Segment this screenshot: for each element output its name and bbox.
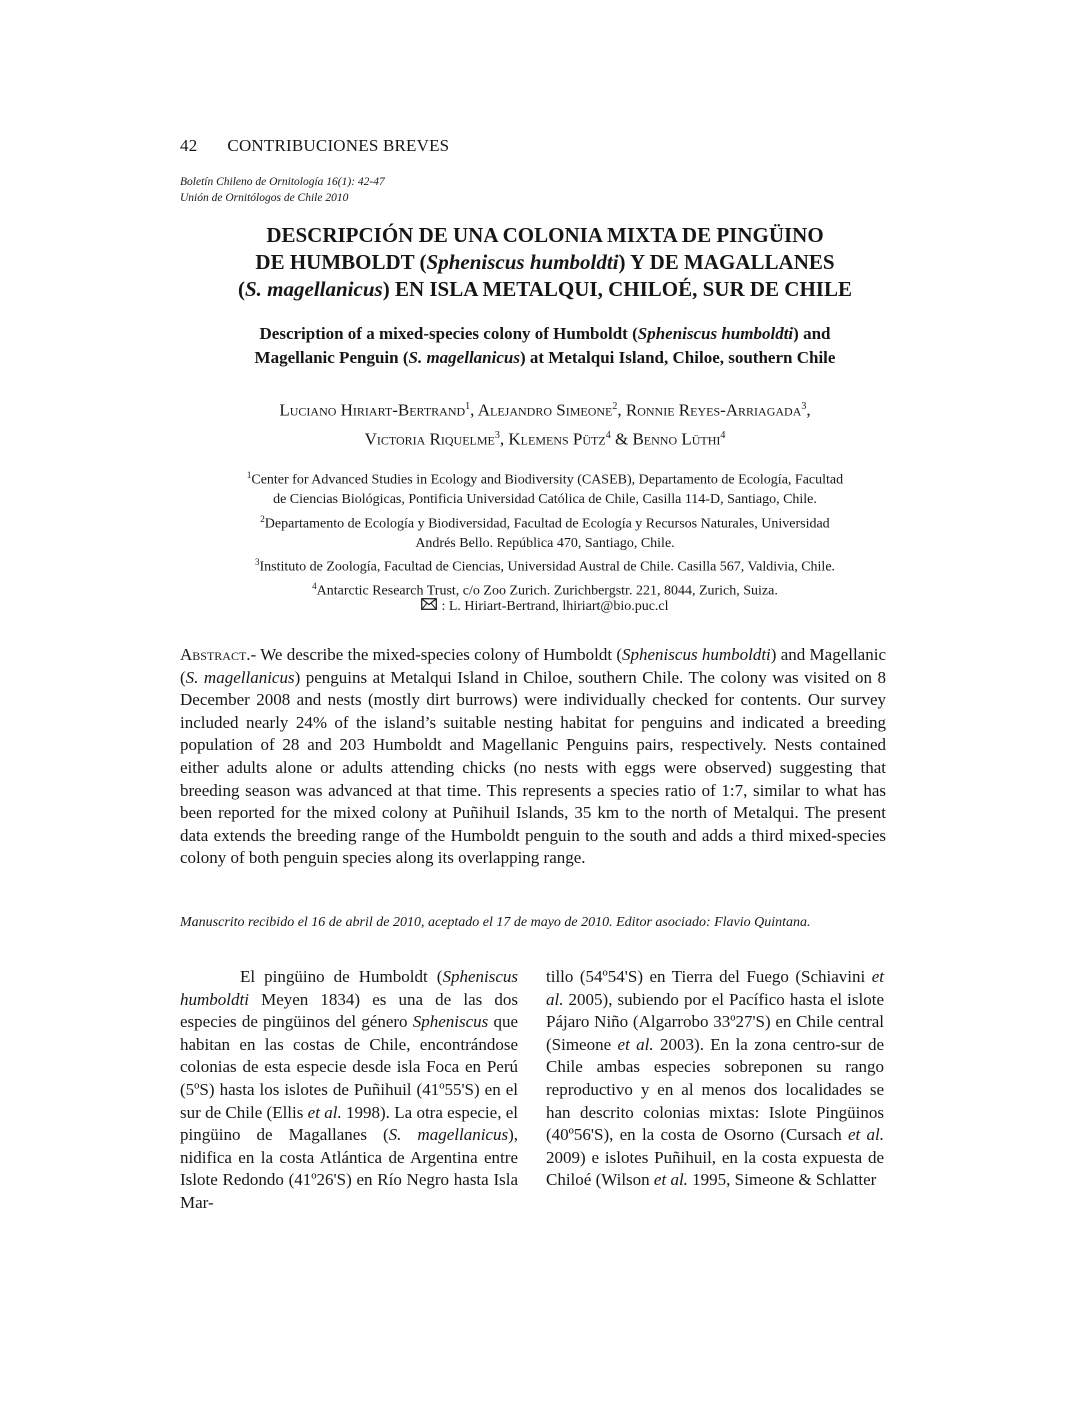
author-name: Alejandro Simeone: [477, 400, 613, 420]
manuscript-note: Manuscrito recibido el 16 de abril de 2010, aceptado el 17 de mayo de 2010. Editor asociado: Flavio Quintana.: [180, 915, 811, 930]
body-italic: et al.: [307, 1102, 342, 1122]
body-text: 2009) e islotes Puñihuil, en la costa expuesta de Chiloé (Wilson: [546, 1147, 884, 1190]
body-column-right: [546, 966, 884, 1192]
affiliation-3: [180, 553, 910, 577]
title-en-line-2: [180, 346, 910, 370]
title-en-text: Description of a mixed-species colony of Humboldt (: [259, 324, 638, 343]
author-name: Luciano Hiriart-Bertrand: [279, 400, 466, 420]
running-head: [180, 136, 449, 156]
affil-text: Center for Advanced Studies in Ecology and Biodiversity (CASEB), Departamento de Ecología, Facultad: [251, 472, 844, 488]
title-es-text: DE HUMBOLDT (: [255, 250, 427, 274]
envelope-icon: [421, 598, 437, 615]
author-name: Benno Lüthi: [632, 429, 721, 449]
title-en-text: Magellanic Penguin (: [254, 348, 409, 367]
author-affil-mark: 2: [612, 401, 618, 412]
affil-mark: 3: [254, 557, 260, 568]
body-text: tillo (54º54'S) en Tierra del Fuego (Schiavini: [546, 967, 872, 986]
body-text: ), nidifica en la costa Atlántica de Argentina entre Islote Redondo (41º26'S) en Río Negro hasta Isla Mar-: [180, 1125, 519, 1212]
body-italic: Spheniscus: [412, 1012, 489, 1032]
journal-citation: Boletín Chileno de Ornitología 16(1): 42-47: [180, 176, 385, 188]
authors-line-2: Victoria Riquelme$^3$, Klemens Pütz$^4$ & Benno Lüthi$^4$: [364, 429, 726, 449]
abstract-separator: .-: [246, 645, 261, 664]
affil-mark: 2: [260, 513, 265, 524]
section-title: CONTRIBUCIONES BREVES: [227, 136, 450, 155]
author-affil-mark: 3: [801, 401, 807, 412]
title-es-text: (: [238, 277, 245, 301]
title-english: [180, 322, 910, 370]
title-en-species: S. magellanicus: [408, 348, 520, 367]
affiliations: [180, 466, 910, 602]
abstract-text: We describe the mixed-species colony of Humboldt (: [260, 645, 623, 664]
body-text: 1995, Simeone & Schlatter: [687, 1170, 877, 1190]
authors-line-1: Luciano Hiriart-Bertrand$^1$, Alejandro Simeone$^2$, Ronnie Reyes-Arriagada$^3$,: [279, 400, 811, 420]
abstract: [180, 644, 886, 870]
abstract-species: S. magellanicus: [185, 667, 295, 687]
abstract-label: Abstract: [180, 645, 247, 664]
title-es-species: Spheniscus humboldti: [426, 250, 619, 274]
title-es-species: S. magellanicus: [245, 277, 383, 301]
contact-email[interactable]: : L. Hiriart-Bertrand, lhiriart@bio.puc.cl: [441, 599, 669, 614]
body-text: El pingüino de Humboldt (: [240, 967, 443, 986]
affil-text: Instituto de Zoología, Facultad de Ciencias, Universidad Austral de Chile. Casilla 567, Valdivia, Chile.: [259, 559, 836, 575]
body-text: 2003). En la zona centro-sur de Chile ambas especies sobreponen su rango reproductivo y en al menos dos localidades se han descrito colonias mixtas: Islote Pingüinos (40º56'S), en la costa de Osorno (Cursach: [546, 1034, 884, 1145]
title-es-text: ) EN ISLA METALQUI, CHILOÉ, SUR DE CHILE: [382, 277, 852, 301]
abstract-species: Spheniscus humboldti: [622, 645, 771, 664]
affil-text: Departamento de Ecología y Biodiversidad, Facultad de Ecología y Recursos Naturales, Universidad: [264, 516, 830, 532]
affil-mark: 4: [312, 581, 317, 592]
title-es-line-3: [180, 276, 910, 303]
author-affil-mark: 4: [605, 429, 611, 441]
affiliation-1: [180, 466, 910, 490]
abstract-text: ) and Magellanic (: [180, 645, 886, 687]
affil-mark: 1: [246, 470, 252, 480]
title-en-text: ) at Metalqui Island, Chiloe, southern Chile: [519, 348, 836, 367]
author-affil-mark: 4: [720, 429, 726, 441]
title-en-text: ) and: [793, 324, 831, 343]
abstract-text: ) penguins at Metalqui Island in Chiloe, southern Chile. The colony was visited on 8 December 2008 and nests (mostly dirt burrows) were individually checked for contents. Our survey included nearly 24% of the island’s suitable nesting habitat for penguins and indicated a breeding population of 28 and 203 Humboldt and Magellanic Penguins pairs, respectively. Nests contained either adults alone or adults attending chicks (no nests with eggs were observed) suggesting that breeding season was advanced at that time. This represents a species ratio of 1:7, similar to what has been reported for the mixed colony at Puñihuil Islands, 35 km to the north of Metalqui. The present data extends the breeding range of the Humboldt penguin to the south and adds a third mixed-species colony of both penguin species along its overlapping range.: [180, 667, 887, 868]
title-en-species: Spheniscus humboldti: [637, 324, 794, 343]
author-name: Ronnie Reyes-Arriagada: [625, 400, 802, 420]
affiliation-2: [180, 510, 910, 534]
author-name: Victoria Riquelme: [364, 429, 495, 449]
body-text: que habitan en las costas de Chile, encontrándose colonias de esta especie desde isla Foca en Perú (5ºS) hasta los islotes de Puñihuil (41º55'S) en el sur de Chile (Ellis: [180, 1012, 519, 1122]
body-italic: et al.: [546, 967, 884, 1009]
body-text: 1998). La otra especie, el pingüino de Magallanes (: [180, 1102, 519, 1145]
body-text: Meyen 1834) es una de las dos especies de pingüinos del género: [180, 989, 518, 1032]
title-es-line-1: DESCRIPCIÓN DE UNA COLONIA MIXTA DE PINGÜINO: [266, 223, 824, 247]
page-number: 42: [180, 136, 198, 155]
journal-info: [180, 174, 385, 206]
title-en-line-1: [180, 322, 910, 346]
title-es-line-2: [180, 249, 910, 276]
body-italic: et al.: [653, 1170, 688, 1190]
corresponding-author: [180, 598, 910, 615]
body-italic: et al.: [617, 1034, 654, 1054]
body-italic: Spheniscus humboldti: [180, 967, 518, 1009]
author-affil-mark: 1: [465, 401, 471, 412]
body-italic: S. magellanicus: [388, 1125, 509, 1145]
journal-publisher: Unión de Ornitólogos de Chile 2010: [180, 192, 349, 204]
body-italic: et al.: [847, 1125, 884, 1145]
author-list: [180, 394, 910, 451]
affiliation-2-cont: Andrés Bello. República 470, Santiago, Chile.: [415, 535, 675, 551]
title-es-text: ) Y DE MAGALLANES: [618, 250, 835, 274]
author-affil-mark: 3: [494, 429, 500, 441]
author-name: Klemens Pütz: [508, 429, 606, 449]
body-text: 2005), subiendo por el Pacífico hasta el islote Pájaro Niño (Algarrobo 33º27'S) en Chile central (Simeone: [546, 989, 884, 1054]
affil-text: Antarctic Research Trust, c/o Zoo Zurich. Zurichbergstr. 221, 8044, Zurich, Suiza.: [316, 584, 778, 600]
affiliation-1-cont: de Ciencias Biológicas, Pontificia Universidad Católica de Chile, Casilla 114-D, Santiago, Chile.: [273, 492, 817, 508]
title-spanish: [180, 222, 910, 303]
body-column-left: [180, 966, 518, 1215]
